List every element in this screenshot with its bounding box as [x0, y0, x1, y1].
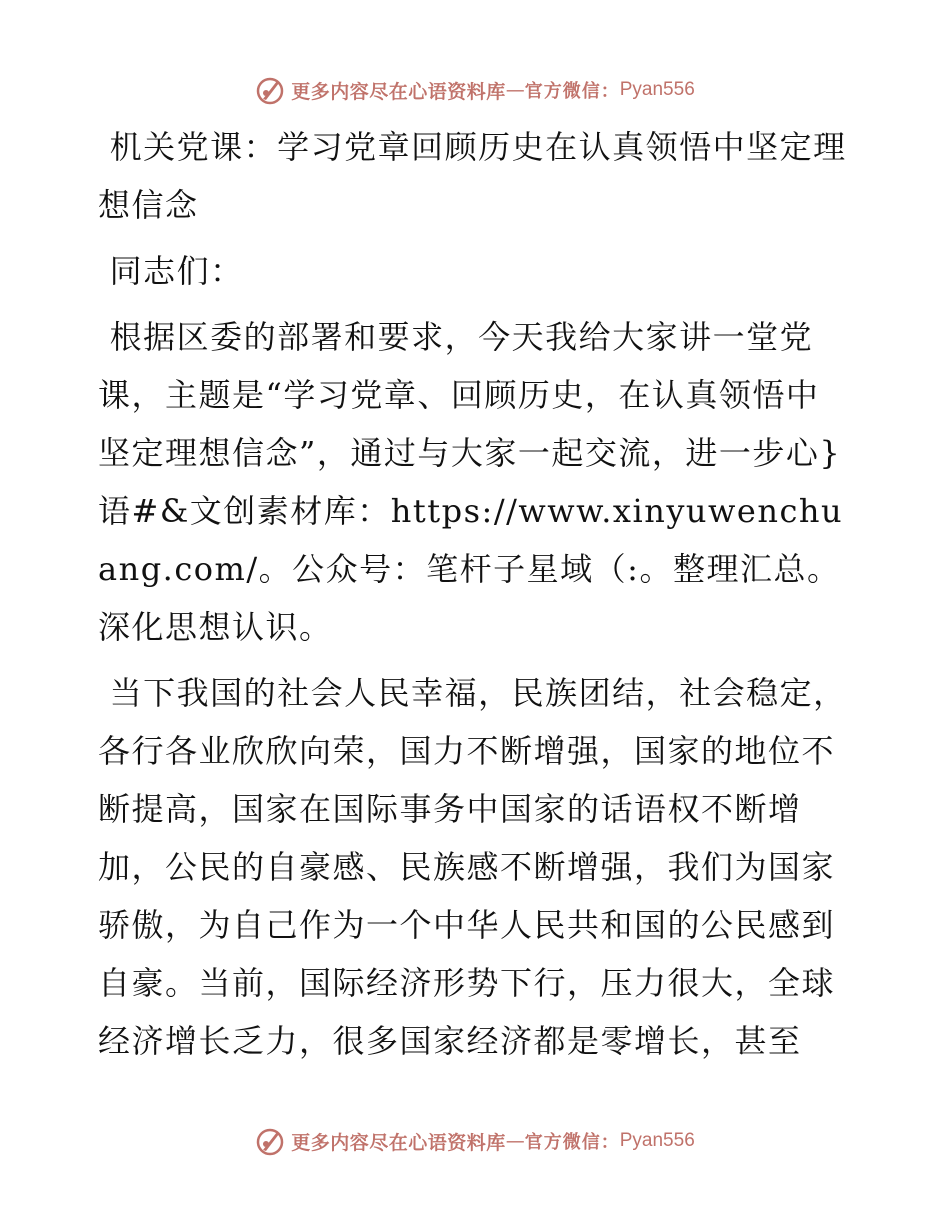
quill-logo-icon	[255, 75, 285, 105]
footer-banner	[0, 1121, 950, 1161]
paragraph-2: 当下我国的社会人民幸福，民族团结，社会稳定，各行各业欣欣向荣，国力不断增强，国家的地位不断提高，国家在国际事务中国家的话语权不断增加，公民的自豪感、民族感不断增强，我们为国家骄傲，为自己作为一个中华人民共和国的公民感到自豪。当前，国际经济形势下行，压力很大，全球经济增长乏力，很多国家经济都是零增长，甚至	[98, 674, 847, 1060]
salutation: 同志们：	[98, 252, 244, 290]
banner-contact-label: 官方微信：	[524, 1132, 620, 1153]
quill-logo-icon	[255, 1126, 285, 1156]
document-body	[98, 118, 850, 1078]
banner-separator: —	[505, 79, 525, 101]
banner-text: 更多内容尽在心语资料库	[291, 80, 506, 103]
document-title: 机关党课：学习党章回顾历史在认真领悟中坚定理想信念	[98, 128, 847, 224]
banner-contact-label: 官方微信：	[524, 81, 620, 102]
banner-contact-id: Pyan556	[619, 1130, 695, 1151]
banner-text: 更多内容尽在心语资料库	[291, 1131, 506, 1154]
banner-separator: —	[505, 1130, 525, 1152]
header-banner	[0, 70, 950, 110]
paragraph-1: 根据区委的部署和要求，今天我给大家讲一堂党课，主题是“学习党章、回顾历史，在认真领悟中坚定理想信念”，通过与大家一起交流，进一步心}语#&文创素材库：https://www.xinyuwenchuang.com/。公众号：笔杆子星域（:。整理汇总。深化思想认识。	[98, 318, 844, 646]
banner-contact-id: Pyan556	[619, 79, 695, 100]
